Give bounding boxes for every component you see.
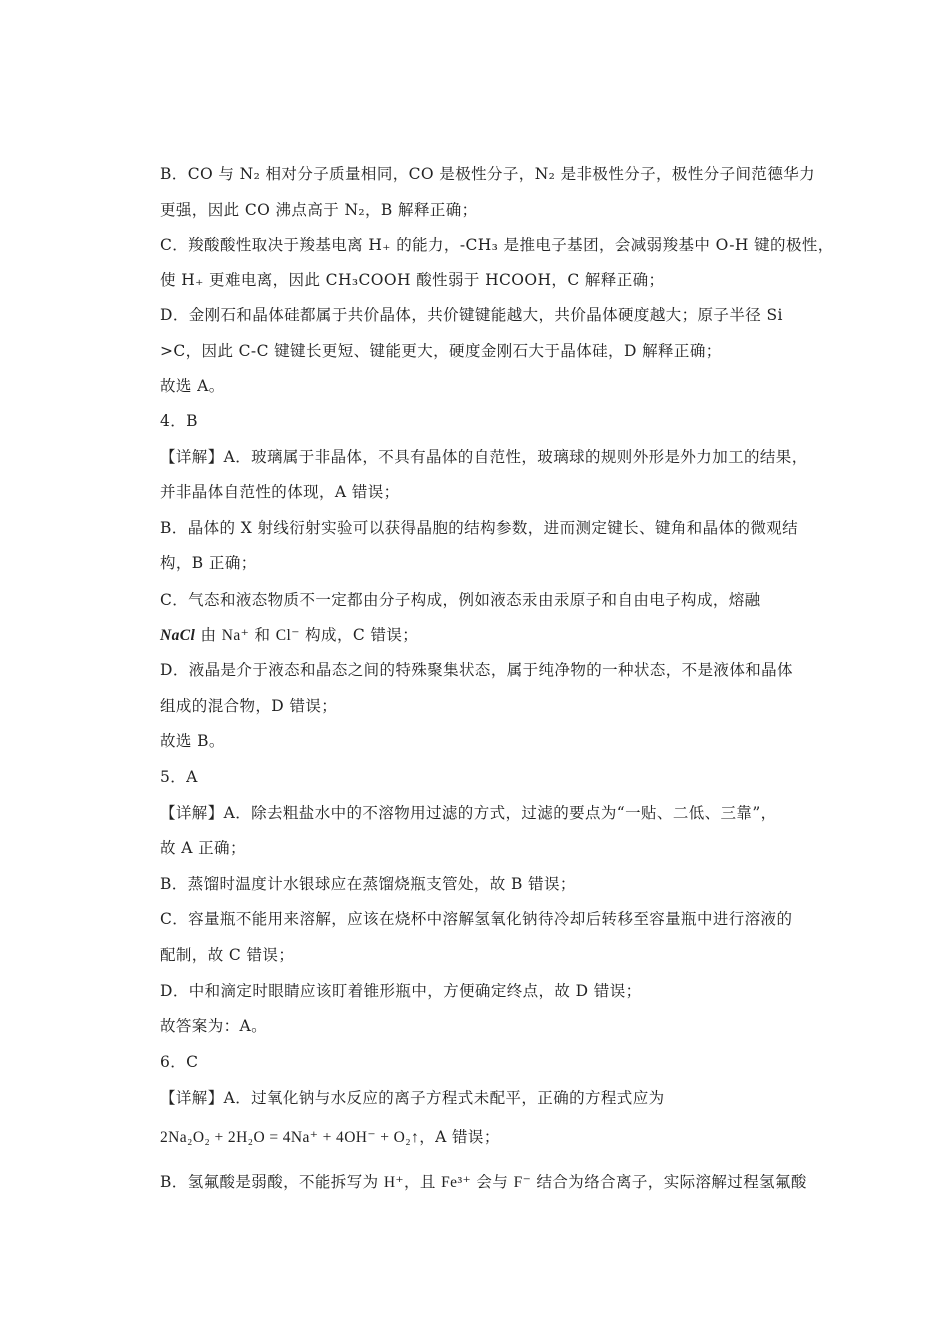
text-line: 构，B 正确； <box>160 554 257 572</box>
h-ion: H⁺ <box>383 1174 405 1191</box>
text-line: 并非晶体自范性的体现，A 错误； <box>160 483 400 501</box>
text-line: >C，因此 C-C 键键长更短、键能更大，硬度金刚石大于晶体硅，D 解释正确； <box>160 342 722 360</box>
text-line: D．中和滴定时眼睛应该盯着锥形瓶中，方便确定终点，故 D 错误； <box>160 982 642 1000</box>
text-run: ，且 <box>404 1173 442 1191</box>
text-line: 组成的混合物，D 错误； <box>160 697 338 715</box>
text-line <box>160 625 800 646</box>
f-ion: F⁻ <box>513 1174 532 1191</box>
nacl-formula: NaCl <box>160 627 196 644</box>
na-ion: Na⁺ <box>221 627 250 644</box>
text-line: 故 A 正确； <box>160 839 246 857</box>
text-line: B．CO 与 N₂ 相对分子质量相同，CO 是极性分子，N₂ 是非极性分子，极性分子间范德华力 <box>160 165 816 183</box>
fe-ion: Fe³⁺ <box>441 1174 472 1191</box>
text-line <box>160 1127 800 1148</box>
text-line <box>160 1172 807 1193</box>
answer-heading: 5．A <box>160 768 198 786</box>
text-line: 故选 A。 <box>160 377 225 395</box>
text-line: 故答案为：A。 <box>160 1017 267 1035</box>
text-line: 配制，故 C 错误； <box>160 946 295 964</box>
text-line: D．金刚石和晶体硅都属于共价晶体，共价键键能越大，共价晶体硬度越大；原子半径 Si <box>160 306 783 324</box>
text-line: 【详解】A．过氧化钠与水反应的离子方程式未配平，正确的方程式应为 <box>160 1089 665 1107</box>
text-run: ，A 错误； <box>419 1128 500 1146</box>
text-line: D．液晶是介于液态和晶态之间的特殊聚集状态，属于纯净物的一种状态，不是液体和晶体 <box>160 661 793 679</box>
text-run: 结合为络合离子，实际溶解过程氢氟酸 <box>531 1173 807 1191</box>
answer-heading: 6．C <box>160 1053 199 1071</box>
cl-ion: Cl⁻ <box>275 627 300 644</box>
text-line: C．气态和液态物质不一定都由分子构成，例如液态汞由汞原子和自由电子构成，熔融 <box>160 591 761 609</box>
text-run: 由 <box>195 626 222 644</box>
text-run: 和 <box>249 626 276 644</box>
text-line: 更强，因此 CO 沸点高于 N₂，B 解释正确； <box>160 201 478 219</box>
text-run: B．氢氟酸是弱酸，不能拆写为 <box>160 1173 384 1191</box>
text-line: B．晶体的 X 射线衍射实验可以获得晶胞的结构参数，进而测定键长、键角和晶体的微观结 <box>160 519 799 537</box>
text-line: 故选 B。 <box>160 732 225 750</box>
text-line: 【详解】A．玻璃属于非晶体，不具有晶体的自范性，玻璃球的规则外形是外力加工的结果， <box>160 448 808 466</box>
text-line: C．容量瓶不能用来溶解，应该在烧杯中溶解氢氧化钠待冷却后转移至容量瓶中进行溶液的 <box>160 910 793 928</box>
text-run: 构成，C 错误； <box>299 626 419 644</box>
text-line: 使 H₊ 更难电离，因此 CH₃COOH 酸性弱于 HCOOH，C 解释正确； <box>160 271 665 289</box>
answer-heading: 4．B <box>160 412 198 430</box>
chemical-equation: 2Na₂O₂ + 2H₂O = 4Na⁺ + 4OH⁻ + O₂↑ <box>160 1129 420 1146</box>
text-line: 【详解】A．除去粗盐水中的不溶物用过滤的方式，过滤的要点为“一贴、二低、三靠”， <box>160 804 777 822</box>
text-line: C．羧酸酸性取决于羧基电离 H₊ 的能力，-CH₃ 是推电子基团，会减弱羧基中 O-H 键的极性， <box>160 236 834 254</box>
text-run: 会与 <box>471 1173 514 1191</box>
text-line: B．蒸馏时温度计水银球应在蒸馏烧瓶支管处，故 B 错误； <box>160 875 576 893</box>
